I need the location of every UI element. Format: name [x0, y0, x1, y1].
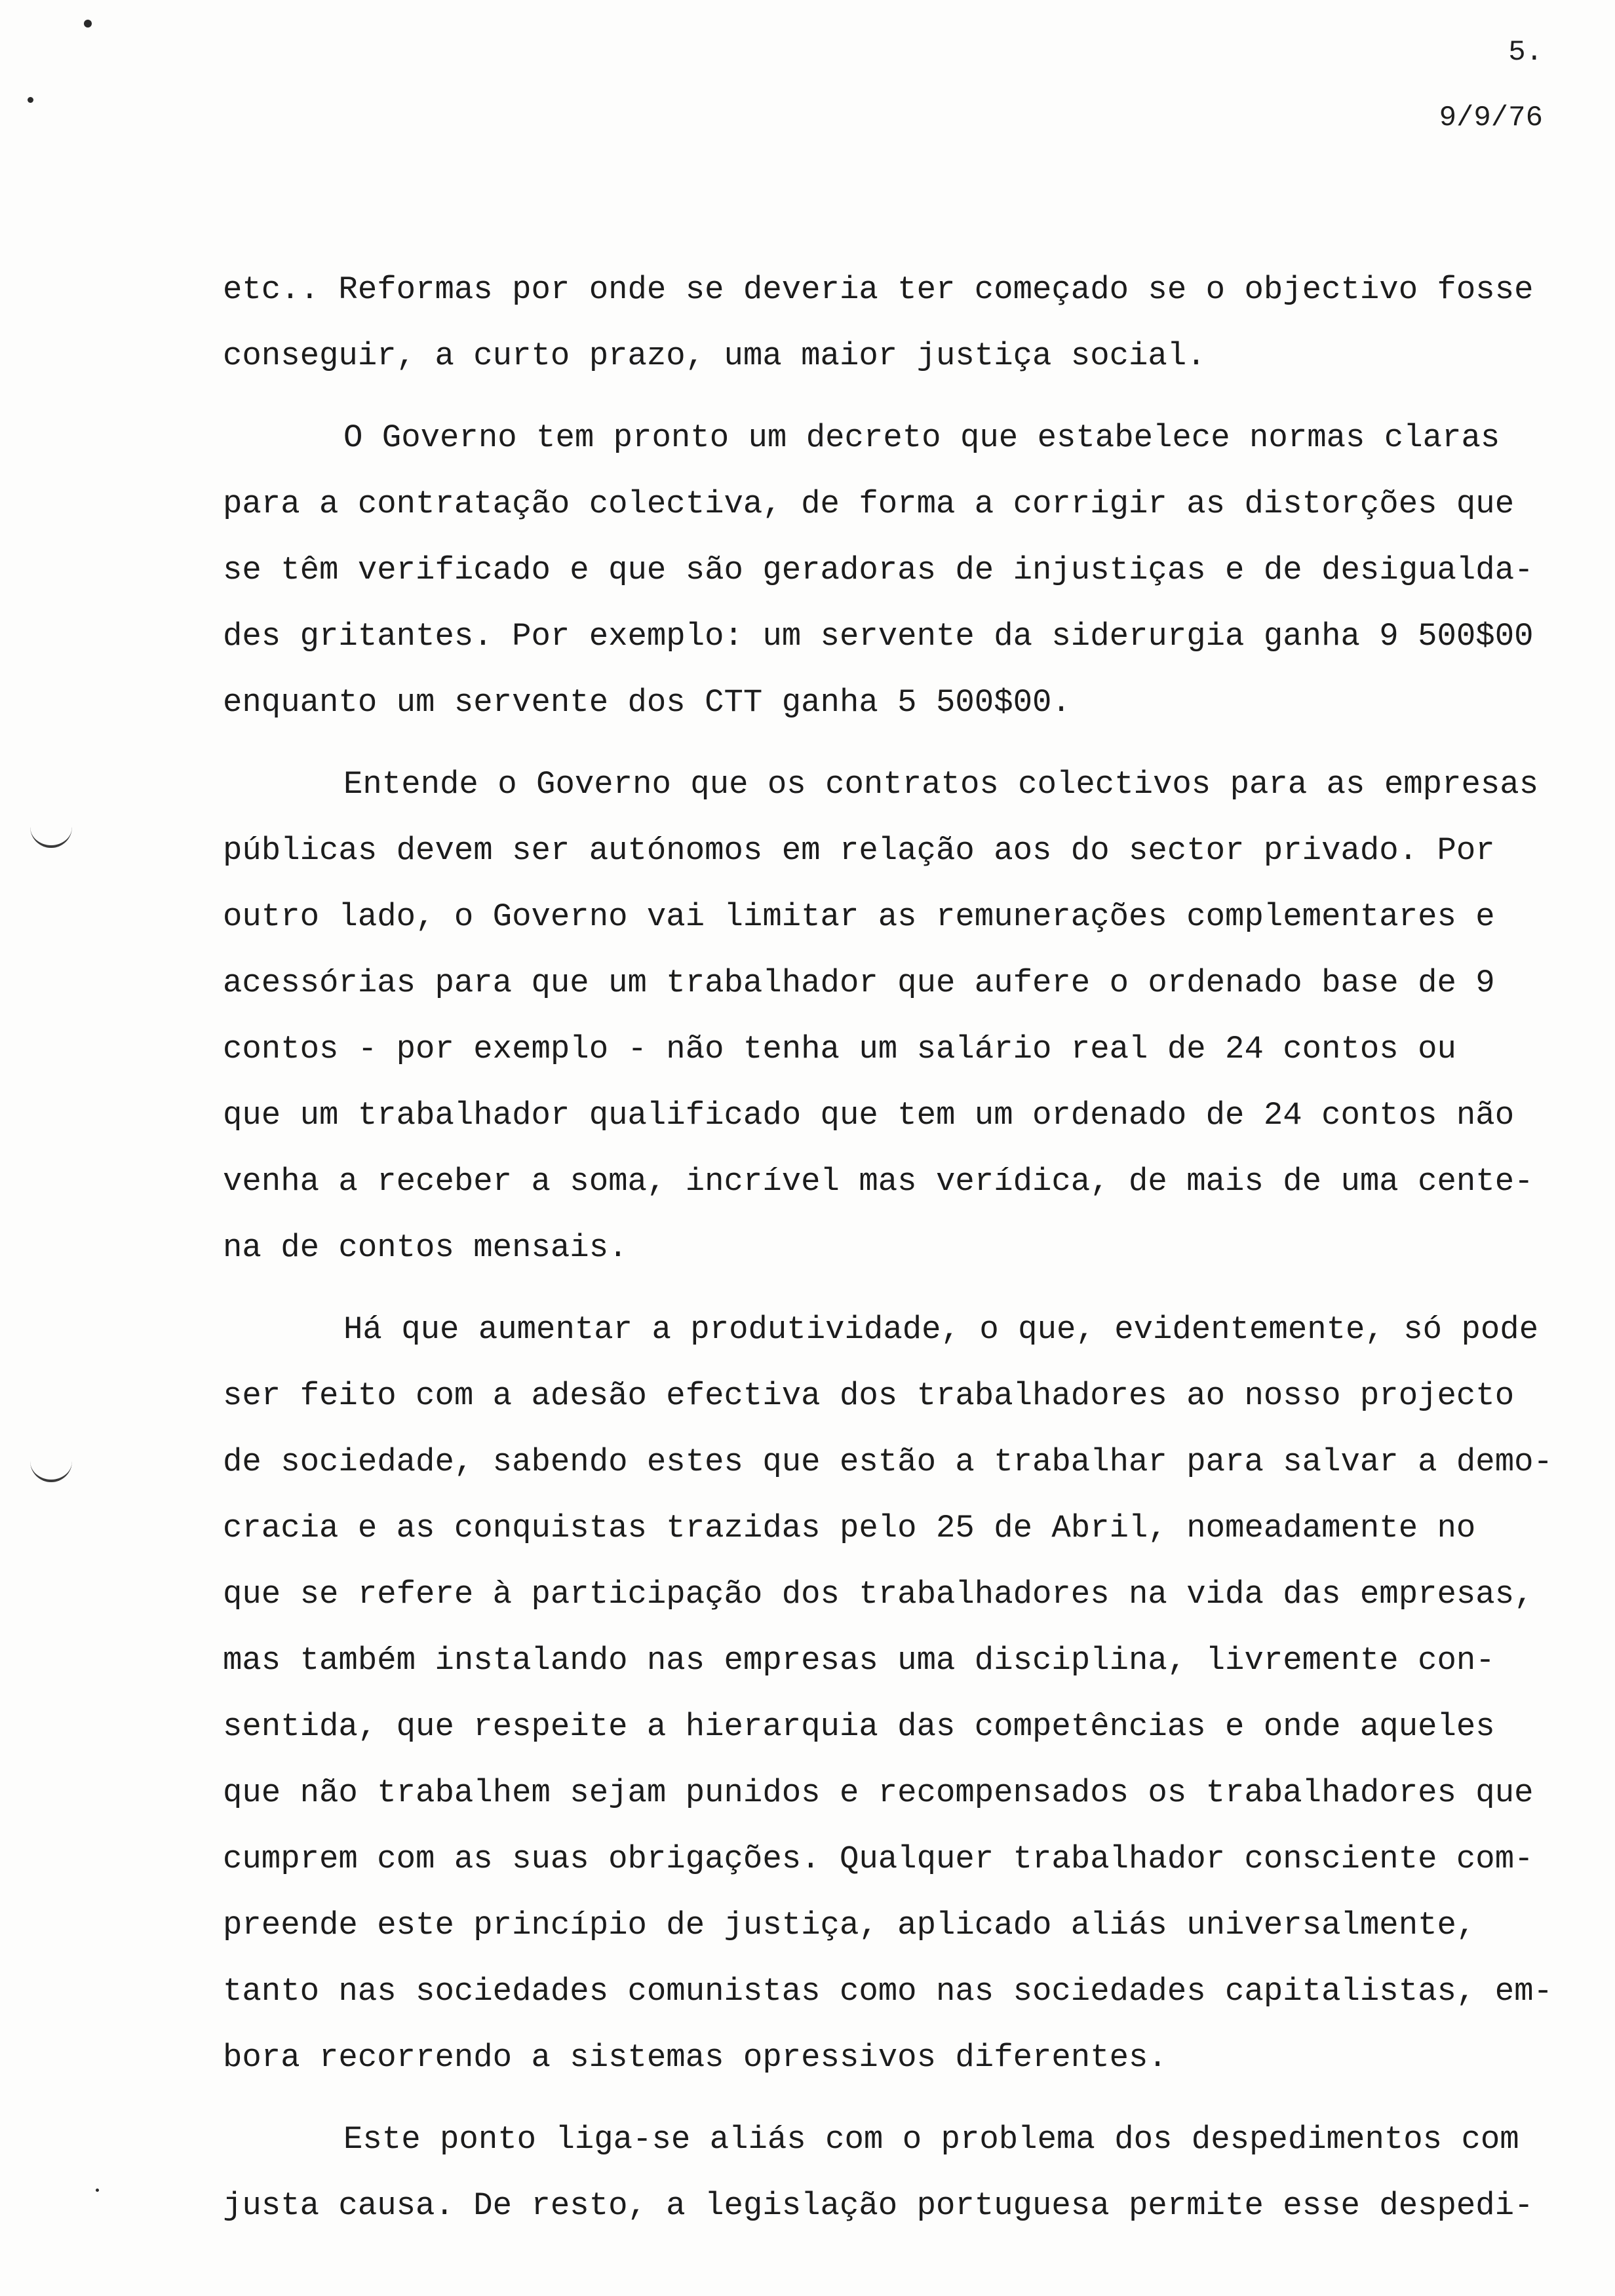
paragraph-2: [223, 405, 1573, 736]
text-line: que um trabalhador qualificado que tem um ordenado de 24 contos não: [223, 1097, 1515, 1134]
text-line: des gritantes. Por exemplo: um servente da siderurgia ganha 9 500$00: [223, 618, 1534, 655]
text-line: bora recorrendo a sistemas opressivos diferentes.: [223, 2039, 1167, 2076]
margin-dot-mark: [28, 97, 33, 103]
text-line: Há que aumentar a produtividade, o que, evidentemente, só pode: [343, 1311, 1539, 1348]
text-line: cracia e as conquistas trazidas pelo 25 de Abril, nomeadamente no: [223, 1510, 1476, 1546]
paragraph-5: [223, 2107, 1573, 2239]
margin-dot-mark: [96, 2189, 99, 2192]
text-line: enquanto um servente dos CTT ganha 5 500$00.: [223, 684, 1071, 721]
text-line: venha a receber a soma, incrível mas verídica, de mais de uma cente-: [223, 1163, 1534, 1200]
text-line: sentida, que respeite a hierarquia das competências e onde aqueles: [223, 1708, 1495, 1745]
text-line: mas também instalando nas empresas uma disciplina, livremente con-: [223, 1642, 1495, 1679]
text-line: que se refere à participação dos trabalhadores na vida das empresas,: [223, 1576, 1534, 1613]
text-line: que não trabalhem sejam punidos e recompensados os trabalhadores que: [223, 1774, 1534, 1811]
text-line: contos - por exemplo - não tenha um salário real de 24 contos ou: [223, 1031, 1456, 1067]
text-line: para a contratação colectiva, de forma a corrigir as distorções que: [223, 486, 1515, 522]
text-line: Entende o Governo que os contratos colectivos para as empresas: [343, 766, 1539, 803]
text-line: outro lado, o Governo vai limitar as remunerações complementares e: [223, 898, 1495, 935]
paragraph-3: [223, 752, 1573, 1281]
punch-hole-mark: [30, 827, 72, 848]
paragraph-4: [223, 1297, 1573, 2091]
text-line: ser feito com a adesão efectiva dos trabalhadores ao nosso projecto: [223, 1377, 1515, 1414]
text-line: na de contos mensais.: [223, 1229, 628, 1266]
punch-hole-mark: [30, 1461, 72, 1482]
text-line: públicas devem ser autónomos em relação aos do sector privado. Por: [223, 832, 1495, 869]
document-body: [223, 257, 1573, 2239]
text-line: acessórias para que um trabalhador que aufere o ordenado base de 9: [223, 965, 1495, 1001]
text-line: justa causa. De resto, a legislação portuguesa permite esse despedi-: [223, 2187, 1534, 2224]
margin-dot-mark: [84, 20, 92, 28]
text-line: cumprem com as suas obrigações. Qualquer trabalhador consciente com-: [223, 1841, 1534, 1877]
text-line: etc.. Reformas por onde se deveria ter começado se o objectivo fosse: [223, 271, 1534, 308]
text-line: conseguir, a curto prazo, uma maior justiça social.: [223, 337, 1206, 374]
document-date: 9/9/76: [1439, 102, 1543, 134]
text-line: O Governo tem pronto um decreto que estabelece normas claras: [343, 419, 1500, 456]
text-line: preende este princípio de justiça, aplicado aliás universalmente,: [223, 1907, 1476, 1943]
text-line: de sociedade, sabendo estes que estão a trabalhar para salvar a demo-: [223, 1444, 1553, 1480]
text-line: se têm verificado e que são geradoras de injustiças e de desigualda-: [223, 552, 1534, 588]
text-line: Este ponto liga-se aliás com o problema dos despedimentos com: [343, 2121, 1519, 2158]
text-line: tanto nas sociedades comunistas como nas sociedades capitalistas, em-: [223, 1973, 1553, 2010]
page-number: 5.: [1508, 36, 1543, 69]
paragraph-1: [223, 257, 1573, 389]
